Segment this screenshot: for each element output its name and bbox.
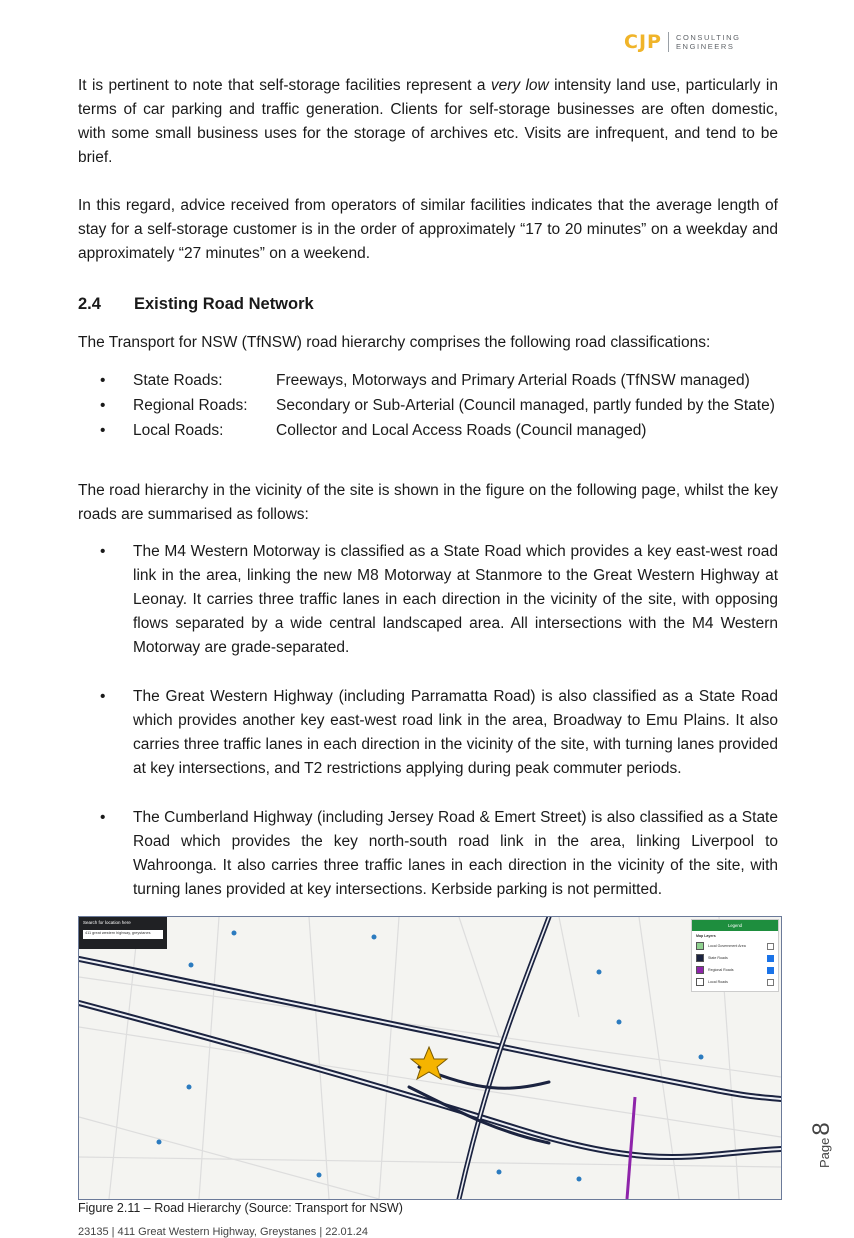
bullet: •: [100, 688, 106, 705]
p1-emphasis: very low: [490, 77, 549, 94]
legend-label: Local Government Area: [708, 944, 746, 948]
legend-swatch: [696, 942, 704, 950]
map-search-input[interactable]: 411 great western highway, greystanes: [83, 930, 163, 939]
classification-name: Regional Roads:: [133, 397, 248, 414]
poi-markers: [157, 931, 712, 1182]
classification-name: Local Roads:: [133, 422, 224, 439]
road-classification-list: [100, 369, 790, 444]
legend-swatch: [696, 966, 704, 974]
regional-road: [627, 1097, 635, 1199]
legend-label: Local Roads: [708, 980, 728, 984]
legend-checkbox[interactable]: [767, 967, 774, 974]
key-road-item-m4: [100, 540, 778, 660]
legend-checkbox[interactable]: [767, 943, 774, 950]
page-number-value: 8: [808, 1122, 835, 1136]
map-canvas: [79, 917, 781, 1199]
bullet: •: [100, 397, 106, 414]
section-title: Existing Road Network: [134, 295, 314, 313]
logo-text: [676, 33, 741, 51]
legend-checkbox[interactable]: [767, 955, 774, 962]
classification-item: [100, 369, 790, 394]
page-number: [808, 1108, 848, 1168]
logo-divider: [668, 32, 669, 52]
bullet: •: [100, 543, 106, 560]
classification-item: [100, 419, 790, 444]
classification-name: State Roads:: [133, 372, 223, 389]
key-road-item-cumberland-highway: [100, 806, 778, 902]
map-legend: [691, 919, 779, 992]
legend-item: [696, 940, 774, 952]
key-road-text: The M4 Western Motorway is classified as a State Road which provides a key east-west road link in the area, linking the new M8 Motorway at Stanmore to the Great Western Highway at Leonay. It carries three traffic lanes in each direction in the vicinity of the site, with opposing flows separated by a wide central landscaped area. All intersections with the M4 Western Motorway are grade-separated.: [133, 543, 778, 656]
paragraph-length-of-stay: In this regard, advice received from operators of similar facilities indicates that the average length of stay for a self-storage customer is in the order of approximately “17 to 20 minutes” on a weekday and approximately “27 minutes” on a weekend.: [78, 197, 778, 262]
page-label: Page: [817, 1137, 832, 1168]
map-search-panel: [79, 917, 167, 949]
section-heading: [78, 295, 314, 314]
legend-item: [696, 952, 774, 964]
key-road-text: The Great Western Highway (including Parramatta Road) is also classified as a State Road which provides another key east-west road link in the area, Broadway to Emu Plains. It also carries three traffic lanes in each direction in the vicinity of the site, with turning lanes provided at key intersections, and T2 restrictions applying during peak commuter periods.: [133, 688, 778, 777]
logo-mark: CJP: [624, 31, 662, 53]
logo-line-2: ENGINEERS: [675, 42, 735, 51]
legend-swatch: [696, 954, 704, 962]
classification-desc: Secondary or Sub-Arterial (Council managed, partly funded by the State): [276, 397, 775, 414]
bullet: •: [100, 372, 106, 389]
road-hierarchy-map[interactable]: [78, 916, 782, 1200]
classification-desc: Freeways, Motorways and Primary Arterial Roads (TfNSW managed): [276, 372, 750, 389]
legend-checkbox[interactable]: [767, 979, 774, 986]
paragraph-self-storage: [78, 74, 778, 170]
bullet: •: [100, 809, 106, 826]
legend-label: Regional Roads: [708, 968, 734, 972]
logo-line-1: CONSULTING: [675, 33, 741, 42]
classification-item: [100, 394, 790, 419]
page-footer: 23135 | 411 Great Western Highway, Greystanes | 22.01.24: [78, 1226, 369, 1238]
company-logo: [624, 30, 741, 54]
key-road-text: The Cumberland Highway (including Jersey Road & Emert Street) is also classified as a State Road which provides the key north-south road link in the area, linking Liverpool to Wahroonga. It also carries three traffic lanes in each direction in the vicinity of the site, with turning lanes provided at key intersections. Kerbside parking is not permitted.: [133, 809, 778, 898]
p1-text-a: It is pertinent to note that self-storage facilities represent a: [78, 77, 491, 94]
key-road-item-great-western-highway: [100, 685, 778, 781]
figure-caption: Figure 2.11 – Road Hierarchy (Source: Transport for NSW): [78, 1201, 403, 1215]
section-intro: The Transport for NSW (TfNSW) road hierarchy comprises the following road classifications:: [78, 334, 711, 351]
classification-desc: Collector and Local Access Roads (Council managed): [276, 422, 647, 439]
legend-swatch: [696, 978, 704, 986]
bullet: •: [100, 422, 106, 439]
search-panel-title: Search for location here: [83, 920, 131, 925]
legend-body: [692, 931, 778, 991]
hierarchy-paragraph: The road hierarchy in the vicinity of the site is shown in the figure on the following page, whilst the key roads are summarised as follows:: [78, 482, 778, 523]
p1-text-b: intensity land use, particularly in terms of car parking and traffic generation. Clients for self-storage businesses are often domestic, with some small business uses for the storage of archives etc. Visits are infrequent, and tend to be brief.: [78, 77, 778, 166]
legend-layers-title: Map Layers: [696, 934, 716, 938]
section-number: 2.4: [78, 295, 101, 313]
legend-item: [696, 976, 774, 988]
legend-item: [696, 964, 774, 976]
legend-label: State Roads: [708, 956, 728, 960]
legend-title: Legend: [692, 920, 778, 931]
